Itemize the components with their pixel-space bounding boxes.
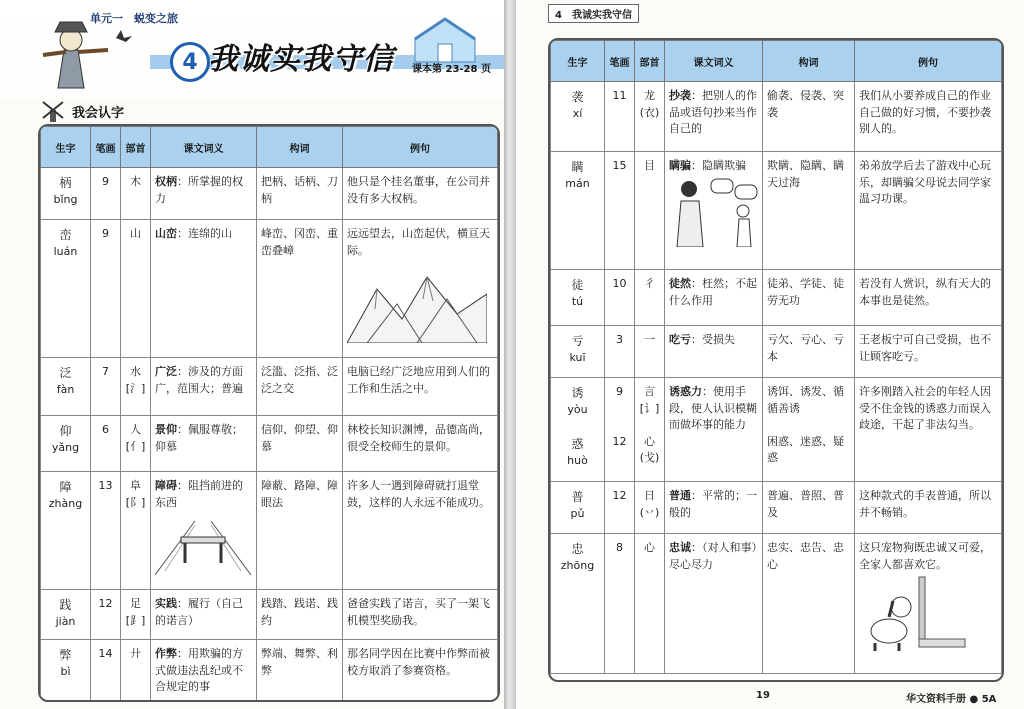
strokes: 8 [605,534,635,674]
example: 这只宠物狗既忠诚又可爱，全家人都喜欢它。 [859,541,991,571]
words: 欺瞒、隐瞒、瞒天过海 [763,152,855,270]
table-row [41,168,498,220]
words: 忠实、忠告、忠心 [763,534,855,674]
strokes: 9 [91,220,121,358]
meaning-key: 徒然 [669,277,691,290]
strokes: 11 [605,82,635,152]
char: 普 [571,490,584,504]
meaning-text: ：履行（自己的诺言） [155,597,243,627]
meaning-text: ：枉然；不起什么作用 [669,277,757,307]
barrier-illustration [155,511,251,575]
strokes: 15 [605,152,635,270]
col-header: 笔画 [91,127,121,168]
pinyin: fàn [56,383,75,396]
col-header: 笔画 [605,41,635,82]
pinyin: bì [60,665,71,678]
strokes: 14 [91,640,121,703]
table-row [41,590,498,640]
radical-alt: [氵] [125,381,146,395]
strokes: 6 [91,416,121,472]
table-row [551,82,1002,152]
words: 亏欠、亏心、亏本 [763,326,855,378]
radical-alt: (衣) [639,105,660,119]
col-header: 例句 [343,127,498,168]
example: 弟弟放学后去了游戏中心玩乐，却瞒骗父母说去同学家温习功课。 [855,152,1002,270]
book-brand: 华文资料手册 ● 5A [906,694,997,705]
col-header: 生字 [41,127,91,168]
meaning-text: ：使用手段，使人认识模糊而做坏事的能力 [669,385,757,431]
pinyin: bǐng [53,193,78,206]
char: 柄 [59,176,72,190]
page-number: 19 [756,690,770,701]
meaning-text: ：平常的；一般的 [669,489,757,519]
radical-alt: [⻊] [125,613,146,627]
book-gutter [504,0,516,709]
meaning-key: 景仰 [155,423,177,436]
table-row [551,270,1002,326]
radical: 彳 [644,277,655,290]
textbook-page-ref: 课本第 23-28 页 [412,64,491,75]
char: 惑 [571,437,584,451]
char: 仰 [59,424,72,438]
table-row [41,416,498,472]
strokes: 12 [605,482,635,534]
vocab-table-right [548,38,1004,682]
table-row [41,472,498,590]
char: 峦 [59,228,72,242]
words: 峰峦、冈峦、重峦叠嶂 [257,220,343,358]
words: 泛滥、泛指、泛泛之交 [257,358,343,416]
meaning-key: 障碍 [155,479,177,492]
lesson-tag: 4 我诚实我守信 [548,4,639,23]
table-row [551,152,1002,270]
meaning-text: ：所掌握的权力 [155,175,243,205]
table-row [41,220,498,358]
radical: 水 [130,365,141,378]
vocab-table-left [38,124,500,702]
meaning-text: ：隐瞒欺骗 [691,159,746,172]
meaning-key: 诱惑力 [669,385,702,398]
col-header: 课文词义 [665,41,763,82]
table-row [551,534,1002,674]
char: 诱 [571,386,584,400]
words: 徒弟、学徒、徒劳无功 [763,270,855,326]
example: 林校长知识渊博，品德高尚，很受全校师生的景仰。 [343,416,498,472]
radical-alt: (戈) [639,451,660,464]
radical-alt: [讠] [639,401,660,415]
unit-label: 单元一 蜕变之旅 [90,12,178,25]
char: 弊 [59,648,72,662]
col-header: 部首 [635,41,665,82]
section-heading [40,100,124,122]
section-title: 我会认字 [72,105,125,121]
example: 那名同学因在比赛中作弊而被校方取消了参赛资格。 [343,640,498,703]
words: 普遍、普照、普及 [763,482,855,534]
pinyin: xí [572,107,583,120]
family-illustration [669,175,763,247]
meaning-key: 普通 [669,489,691,502]
words: 弊端、舞弊、利弊 [257,640,343,703]
table-row [41,358,498,416]
table-row [551,378,1002,482]
pinyin: kuī [569,351,586,364]
meaning-text: ：涉及的方面广，范围大；普遍 [155,365,243,395]
strokes: 12 [91,590,121,640]
example: 爸爸实践了诺言，买了一架飞机模型奖励我。 [343,590,498,640]
meaning-text: ：阻挡前进的东西 [155,479,243,509]
col-header: 生字 [551,41,605,82]
char: 践 [59,598,72,612]
table-row [41,640,498,703]
example: 许多人一遇到障碍就打退堂鼓，这样的人永远不能成功。 [343,472,498,590]
lesson-number: 4 [170,42,210,82]
words: 信仰、仰望、仰慕 [257,416,343,472]
meaning-key: 广泛 [155,365,177,378]
strokes: 13 [91,472,121,590]
pinyin: mán [565,177,590,190]
example: 王老板宁可自己受损，也不让顾客吃亏。 [855,326,1002,378]
pinyin: yòu [567,403,588,416]
col-header: 课文词义 [151,127,257,168]
meaning-key: 瞒骗 [669,159,691,172]
pinyin: tú [571,295,584,308]
radical: 木 [130,175,141,188]
pinyin: zhōng [560,559,595,572]
windmill-icon [40,100,66,122]
meaning-key: 实践 [155,597,177,610]
example: 他只是个挂名董事，在公司并没有多大权柄。 [343,168,498,220]
meaning-key: 忠诚 [669,541,691,554]
words: 障蔽、路障、障眼法 [257,472,343,590]
example: 若没有人赏识，纵有天大的本事也是徒然。 [855,270,1002,326]
meaning-key: 作弊 [155,647,177,660]
radical: 人 [130,423,141,436]
example: 我们从小要养成自己的作业自己做的好习惯，不要抄袭别人的。 [855,82,1002,152]
radical-alt: [阝] [125,495,146,509]
strokes: 9 [91,168,121,220]
barn-illustration [410,14,480,64]
pinyin: luán [53,245,78,258]
pinyin: zhàng [48,497,83,510]
col-header: 构词 [257,127,343,168]
col-header: 构词 [763,41,855,82]
radical: 阜 [130,479,141,492]
radical: 目 [644,159,655,172]
radical: 廾 [130,647,141,660]
words: 偷袭、侵袭、突袭 [763,82,855,152]
example: 许多刚踏入社会的年轻人因受不住金钱的诱惑力而误入歧途，干起了非法勾当。 [855,378,1002,482]
pinyin: jiàn [55,615,76,628]
meaning-text: ：佩服尊敬；仰慕 [155,423,243,453]
meaning-key: 吃亏 [669,333,691,346]
table-row [551,482,1002,534]
strokes: 3 [605,326,635,378]
meaning-text: ：受损失 [691,333,735,346]
radical: 山 [130,227,141,240]
example: 电脑已经广泛地应用到人们的工作和生活之中。 [343,358,498,416]
strokes: 7 [91,358,121,416]
radical: 日 [644,489,655,502]
words: 困惑、迷惑、疑惑 [767,434,844,464]
mountains-illustration [347,259,487,343]
pinyin: huò [567,454,588,467]
words: 诱饵、诱发、循循善诱 [767,385,844,415]
meaning-text: ：（对人和事）尽心尽力 [669,541,757,571]
meaning-key: 山峦 [155,227,177,240]
col-header: 部首 [121,127,151,168]
example: 远远望去，山峦起伏，横亘天际。 [347,227,490,257]
words: 把柄、话柄、刀柄 [257,168,343,220]
char: 瞒 [571,160,584,174]
radical: 心 [644,541,655,554]
char: 亏 [571,334,584,348]
radical-alt: [亻] [125,439,146,453]
table-row [551,326,1002,378]
dog-illustration [859,573,969,653]
char: 袭 [571,90,584,104]
radical: 龙 [644,89,655,102]
char: 徒 [571,278,584,292]
char: 忠 [571,542,584,556]
meaning-text: ：连绵的山 [177,227,232,240]
words: 践踏、践诺、践约 [257,590,343,640]
strokes: 10 [605,270,635,326]
left-page [0,0,504,709]
char: 障 [59,480,72,494]
char: 泛 [59,366,72,380]
meaning-text: ：用欺骗的方式做违法乱纪或不合规定的事 [155,647,243,693]
strokes: 12 [612,434,627,448]
meaning-text: ：把别人的作品或语句抄来当作自己的 [669,89,757,135]
meaning-key: 权柄 [155,175,177,188]
radical: 一 [644,333,655,346]
lesson-title: 我诚实我守信 [208,42,394,77]
radical: 足 [130,597,141,610]
meaning-key: 抄袭 [669,89,691,102]
radical-alt: (丷) [639,505,660,519]
strokes: 9 [616,385,623,398]
example: 这种款式的手表普通，所以并不畅销。 [855,482,1002,534]
col-header: 例句 [855,41,1002,82]
pinyin: yǎng [51,441,80,454]
radical: 心 [644,434,655,448]
radical: 言 [644,385,655,398]
pinyin: pǔ [570,507,585,520]
